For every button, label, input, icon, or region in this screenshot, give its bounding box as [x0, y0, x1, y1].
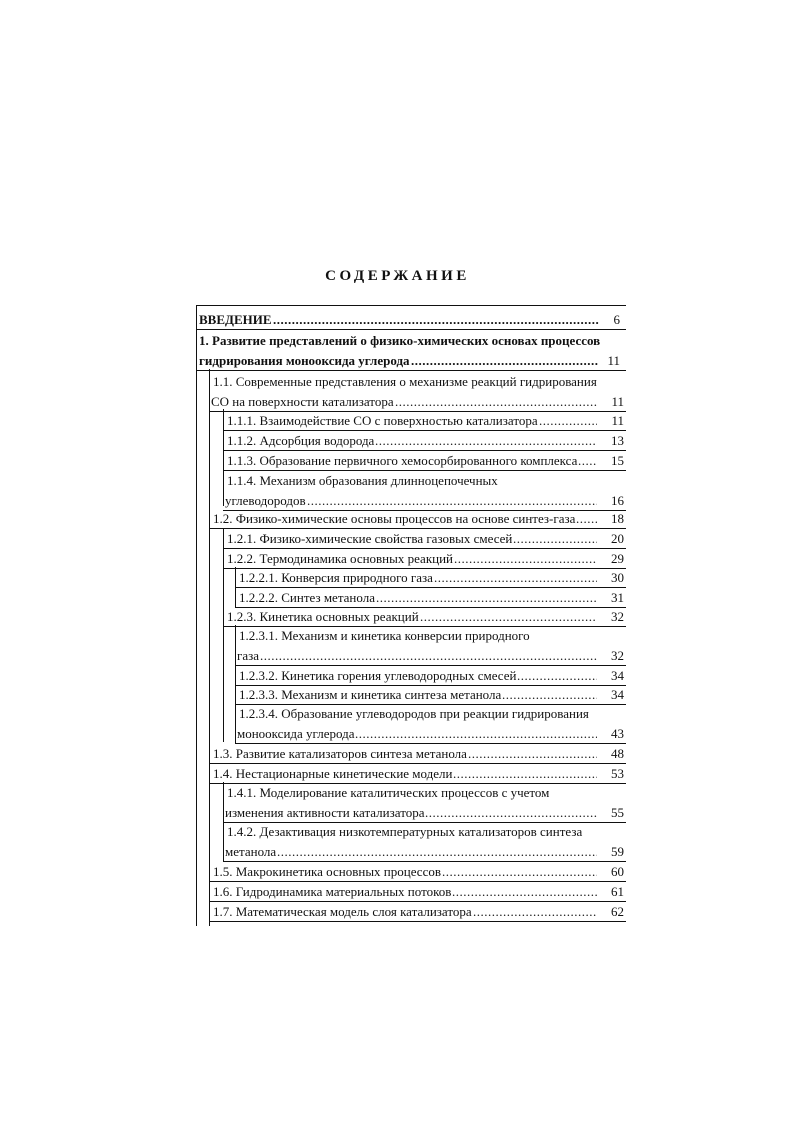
page-number: 15 [611, 453, 624, 468]
page-number: 18 [611, 511, 624, 526]
toc-entry-text: 1.2.3.2. Кинетика горения углеводородных смесей [239, 668, 517, 683]
leader-dots [434, 568, 597, 588]
leader-dots [260, 646, 597, 666]
page-number: 31 [611, 590, 624, 605]
toc-entry-text: 1.2.3.3. Механизм и кинетика синтеза метанола [239, 687, 502, 702]
page-number: 11 [611, 413, 624, 428]
leader-dots [539, 411, 597, 431]
page-number: 34 [611, 668, 624, 683]
toc-table [196, 305, 626, 926]
leader-dots [395, 392, 597, 412]
leader-dots [576, 509, 597, 529]
toc-entry-text: 1.4.2. Дезактивация низкотемпературных катализаторов синтеза [227, 824, 583, 839]
leader-dots [454, 549, 597, 569]
leader-dots [420, 607, 597, 627]
indent-guide [223, 528, 224, 742]
leader-dots [452, 882, 597, 902]
toc-entry-text: монооксида углерода [237, 726, 355, 741]
page-number: 20 [611, 531, 624, 546]
toc-entry-text: 1.2.2.2. Синтез метанола [239, 590, 375, 605]
page-number: 16 [611, 493, 624, 508]
leader-dots [375, 431, 597, 451]
page-number: 43 [611, 726, 624, 741]
page-number: 55 [611, 805, 624, 820]
toc-entry-text: ВВЕДЕНИЕ [199, 312, 272, 327]
toc-entry-text: 1.5. Макрокинетика основных процессов [213, 864, 441, 879]
leader-dots [517, 666, 597, 686]
page-number: 11 [611, 394, 624, 409]
toc-entry-text: 1.4.1. Моделирование каталитических процессов с учетом [227, 785, 550, 800]
toc-entry-text: 1.2.3.1. Механизм и кинетика конверсии природного [239, 628, 530, 643]
leader-dots [307, 491, 597, 511]
toc-entry-text: 1. Развитие представлений о физико-химических основах процессов [199, 333, 601, 348]
toc-entry-text: 1.1.4. Механизм образования длинноцепочечных [227, 473, 498, 488]
toc-entry-text: углеводородов [225, 493, 306, 508]
leader-dots [473, 902, 597, 922]
toc-entry-text: 1.1.2. Адсорбция водорода [227, 433, 375, 448]
page-number: 59 [611, 844, 624, 859]
toc-entry-text: СО на поверхности катализатора [211, 394, 394, 409]
page-number: 29 [611, 551, 624, 566]
page-number: 13 [611, 433, 624, 448]
indent-guide [223, 782, 224, 862]
toc-entry-text: 1.4. Нестационарные кинетические модели [213, 766, 453, 781]
leader-dots [277, 842, 597, 862]
page-number: 53 [611, 766, 624, 781]
toc-entry-text: 1.1. Современные представления о механизме реакций гидрирования [213, 374, 597, 389]
toc-entry-text: 1.1.3. Образование первичного хемосорбированного комплекса [227, 453, 578, 468]
leader-dots [442, 862, 597, 882]
leader-dots [502, 685, 597, 705]
indent-guide [223, 409, 224, 506]
toc-entry-text: 1.2.3. Кинетика основных реакций [227, 609, 419, 624]
toc-entry-text: изменения активности катализатора [225, 805, 425, 820]
leader-dots [273, 310, 599, 330]
toc-entry-text: 1.2.3.4. Образование углеводородов при реакции гидрирования [239, 706, 589, 721]
leader-dots [411, 351, 599, 371]
toc-entry-text: гидрирования монооксида углерода [199, 353, 410, 368]
toc-entry-text: 1.2.2. Термодинамика основных реакций [227, 551, 454, 566]
page-number: 34 [611, 687, 624, 702]
page-number: 6 [613, 312, 620, 327]
page-number: 61 [611, 884, 624, 899]
leader-dots [425, 803, 597, 823]
leader-dots [513, 529, 597, 549]
indent-guide [235, 567, 236, 607]
page-number: 60 [611, 864, 624, 879]
toc-entry-text: 1.1.1. Взаимодействие СО с поверхностью катализатора [227, 413, 538, 428]
toc-entry-text: 1.2. Физико-химические основы процессов на основе синтез-газа [213, 511, 576, 526]
leader-dots [453, 764, 597, 784]
leader-dots [376, 588, 597, 608]
page-title: СОДЕРЖАНИЕ [325, 268, 470, 284]
page-number: 32 [611, 609, 624, 624]
page-number: 48 [611, 746, 624, 761]
toc-entry-text: 1.3. Развитие катализаторов синтеза метанола [213, 746, 467, 761]
toc-entry-text: 1.2.1. Физико-химические свойства газовых смесей [227, 531, 513, 546]
leader-dots [578, 451, 597, 471]
toc-entry-text: газа [237, 648, 260, 663]
page-number: 30 [611, 570, 624, 585]
toc-entry-text: 1.7. Математическая модель слоя катализатора [213, 904, 472, 919]
indent-guide [209, 369, 210, 926]
leader-dots [468, 744, 597, 764]
page-number: 62 [611, 904, 624, 919]
toc-entry-text: 1.6. Гидродинамика материальных потоков [213, 884, 452, 899]
leader-dots [355, 724, 597, 744]
page-number: 11 [607, 353, 620, 368]
toc-entry-text: 1.2.2.1. Конверсия природного газа [239, 570, 433, 585]
page-number: 32 [611, 648, 624, 663]
indent-guide [235, 625, 236, 743]
toc-entry-text: метанола [225, 844, 277, 859]
